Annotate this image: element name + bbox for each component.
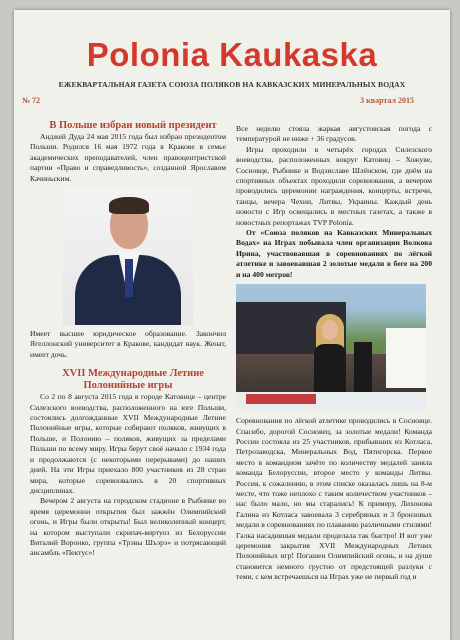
quarter-date: 3 квартал 2015 <box>360 96 414 105</box>
games-photo <box>236 284 426 410</box>
right-paragraph-2: Игры проходили в четырёх городах Силезского воеводства, расположенных вокруг Катовиц – Хожуве, Сосновце, Рыбнике и Водзиславе Шлёнском, где днём на спортивных объектах проходили соревнования, а вечером проводились церемонии награждения, концерты, встречи, танцы, вечера Чехии, Литвы, Украины. Каждый день новости с Игр освещались в местных газетах, а также в новостных репортажах TVP Polonia. <box>236 144 432 227</box>
issue-number: № 72 <box>22 96 41 105</box>
article2-paragraph-2: Вечером 2 августа на городском стадионе в Рыбнике во время церемонии открытия был зажжён Олимпийский огонь, и Игры были открыты! Был великолепный концерт, на котором выступали скрипач-виртуоз из Белоруссии Виталий Воронко, группа «Трэвы Шъэрэ» и потрясающий ансамбль «Пектус»! <box>30 496 226 558</box>
subtitle: ЕЖЕКВАРТАЛЬНАЯ ГАЗЕТА СОЮЗА ПОЛЯКОВ НА КАВКАЗСКИХ МИНЕРАЛЬНЫХ ВОДАХ <box>58 80 406 89</box>
right-paragraph-1: Все неделю стояла жаркая августовская погода с температурой не ниже + 36 градусов. <box>236 124 432 144</box>
masthead: Polonia Kaukaska <box>86 36 378 73</box>
newspaper-page <box>14 10 450 640</box>
article1-body: Анджей Дуда 24 мая 2015 года был избран президентом Польши. Родился 16 мая 1972 года в Кракове в семье академических преподавателей, член правоцентристской партии «Право и справедливость», созданной Ярославом Качиньским. <box>30 132 226 183</box>
article1-headline: В Польше избран новый президент <box>49 120 217 131</box>
right-paragraph-3: От «Союза поляков на Кавказских Минеральных Водах» на Играх побывала член организации Волкова Ирина, участвовавшая в соревнованиях по лёгкой атлетике и завоевавшая 2 золотые медали в беге на 200 и на 400 метров! <box>236 228 432 279</box>
left-column <box>30 120 226 559</box>
article1-caption: Имеет высшее юридическое образование. Закончил Ягеллонский университет в Кракове, кандидат наук. Женат, имеет дочь. <box>30 329 226 359</box>
right-column <box>236 124 432 583</box>
article2-headline: XVII Международные Летние Полонийные игры <box>62 368 204 392</box>
article2-paragraph-1: Со 2 по 8 августа 2015 года в городе Катовице – центре Силезского воеводства, расположенного на юге Польши, состоялись долгожданные XVII Международные Летние Полонийные игры, которые собирают поляков, живущих в Польше, и Полонию – поляков, живущих за пределами Польши по всему миру. Игры берут своё начало с 1934 года и продолжаются (с некоторыми перерывами) до наших дней. На эти Игры приехало 800 участников из 28 стран мира, которые соревновались в 20 спортивных дисциплинах. <box>30 392 226 495</box>
president-photo <box>63 189 193 325</box>
right-paragraph-4: Соревнования по лёгкой атлетике проводились в Сосновце. Спасибо, дорогой Сосновец, за золотые медали! Команда России состояла из 25 участников, прибывших из Котласа, Петрозаводска, Минеральных Вод, Пятигорска. Первое место в командном зачёте по количеству медалей заняла команда Белоруссии, второе место у команды Литвы. Россия, к сожалению, в этом списке оказалась лишь на 8-м месте, что тоже неплохо с таким количеством участников – нас было мало, но мы старались! К примеру, Лихонова Галина из Котласа завоевала 3 серебряных и 3 бронзовых медали в соревнованиях по плаванию различными стилями! Галка насадившая медали проделала так быстро! И вот уже церемония закрытия XVII Международных Летних Полонийных игр! Погашен Олимпийский огонь, и на душе становится немного грустно от предстоящей разлуки с теми, с кем встречаешься на Играх уже не первый год и <box>236 416 432 582</box>
